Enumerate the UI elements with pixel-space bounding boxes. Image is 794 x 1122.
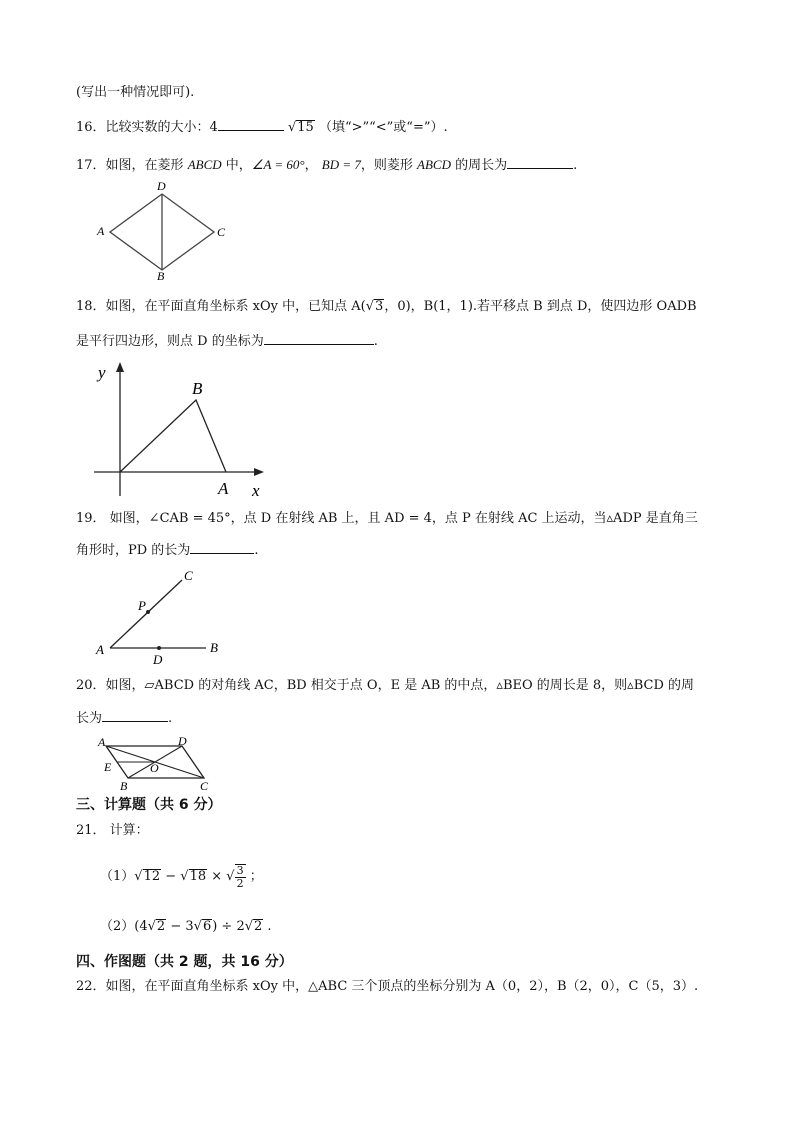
q20-label-c: C bbox=[200, 779, 209, 792]
q18-label-y: y bbox=[98, 363, 106, 382]
q16-blank[interactable] bbox=[218, 118, 284, 131]
q18-end: . bbox=[373, 334, 378, 349]
q20-label-b: B bbox=[120, 779, 128, 792]
q16-text: 16．比较实数的大小：4 bbox=[76, 120, 218, 135]
q19-label-c: C bbox=[184, 568, 193, 583]
q17-rhombus-figure bbox=[94, 180, 234, 280]
q20-end: . bbox=[168, 711, 173, 726]
question-18-line2 bbox=[76, 332, 378, 351]
q21-1-num: 3 bbox=[236, 863, 244, 877]
q15-tail: (写出一种情况即可). bbox=[76, 85, 195, 100]
q20-label-d: D bbox=[178, 734, 187, 748]
q21-1-fraction bbox=[235, 864, 246, 890]
q18-blank[interactable] bbox=[264, 332, 374, 345]
q21-2-label: （2） bbox=[100, 919, 135, 934]
q19-ray-figure bbox=[90, 563, 230, 668]
question-20-line2 bbox=[76, 709, 172, 728]
q17-label-a: A bbox=[97, 224, 105, 238]
question-16: 16．比较实数的大小：4 √15 （填“>”“<”或“=”）. bbox=[76, 120, 448, 135]
question-21: 21． 计算： bbox=[76, 823, 149, 838]
q21-2-expr2: ) ÷ 2 bbox=[212, 919, 245, 934]
section-4-title: 四、作图题（共 2 题，共 16 分） bbox=[76, 954, 293, 970]
q21-2-rad3: 2 bbox=[254, 919, 263, 934]
q19-label-a: A bbox=[96, 642, 104, 657]
q16-hint: （填“>”“<”或“=”）. bbox=[318, 120, 448, 135]
q18-label-x: x bbox=[252, 481, 260, 500]
q21-1-rad-a: 12 bbox=[143, 869, 161, 884]
q17-blank[interactable] bbox=[507, 156, 573, 169]
q17-name2: ABCD bbox=[417, 157, 451, 172]
q20-label-o: O bbox=[150, 761, 159, 775]
q19-end: . bbox=[254, 543, 259, 558]
q19-label-p: P bbox=[138, 598, 146, 613]
q19-text: 角形时，PD 的长为 bbox=[76, 543, 191, 558]
q20-blank[interactable] bbox=[102, 709, 168, 722]
q21-2-rad1: 2 bbox=[156, 919, 166, 934]
q21-2-end: . bbox=[263, 919, 272, 934]
q21-part-1: （1）√12 − √18 × √ $\frac{3}{2}$ ； bbox=[100, 863, 263, 890]
q17-end: . bbox=[573, 158, 578, 173]
q17-text-d: 的周长为 bbox=[455, 158, 508, 173]
q17-label-d: D bbox=[157, 180, 166, 193]
q21-2-rad2: 6 bbox=[202, 919, 212, 934]
q17-name1: ABCD bbox=[187, 157, 222, 172]
q21-1-label: （1） bbox=[100, 869, 135, 884]
q18-coordinate-figure bbox=[90, 358, 270, 503]
q17-label-c: C bbox=[217, 225, 226, 239]
q19-label-d: D bbox=[153, 652, 163, 667]
q17-text-b: 中， bbox=[225, 158, 252, 173]
q21-2-expr1: (4 bbox=[134, 919, 148, 934]
question-17: 17．如图，在菱形 ABCD 中，∠A = 60°， BD = 7，则菱形 ABCD 的周长为 . bbox=[76, 157, 578, 173]
q17-text-c: ，则菱形 bbox=[360, 158, 413, 173]
q21-part-2: （2）(4√2 − 3√6) ÷ 2√2 . bbox=[100, 919, 272, 934]
q17-text-a: 17．如图，在菱形 bbox=[76, 158, 184, 173]
q18-radicand: 3 bbox=[375, 299, 384, 314]
q21-1-den: 2 bbox=[236, 876, 244, 890]
q20-text: 长为 bbox=[76, 711, 103, 726]
q17-bd: BD = 7 bbox=[321, 157, 361, 172]
q19-label-b: B bbox=[210, 640, 218, 655]
question-19-line2 bbox=[76, 541, 258, 560]
question-18-line1: 18．如图，在平面直角坐标系 xOy 中，已知点 A(√3，0)，B(1，1).若平移点 B 到点 D，使四边形 OADB bbox=[76, 299, 697, 314]
q19-blank[interactable] bbox=[190, 541, 254, 554]
q18-label-b: B bbox=[192, 379, 203, 398]
section-3-title: 三、计算题（共 6 分） bbox=[76, 797, 222, 813]
q17-label-b: B bbox=[157, 269, 165, 280]
q20-label-e: E bbox=[104, 760, 112, 774]
q21-1-rad-b: 18 bbox=[189, 869, 207, 884]
question-22: 22．如图，在平面直角坐标系 xOy 中，△ABC 三个顶点的坐标分别为 A（0，2），B（2，0），C（5，3）. bbox=[76, 979, 699, 994]
question-20-line1: 20．如图，▱ABCD 的对角线 AC，BD 相交于点 O，E 是 AB 的中点，▵BEO 的周长是 8，则▵BCD 的周 bbox=[76, 678, 695, 693]
q18-label-a: A bbox=[218, 479, 229, 498]
q18-text-a: 18．如图，在平面直角坐标系 xOy 中，已知点 A( bbox=[76, 299, 366, 314]
q20-parallelogram-figure bbox=[94, 734, 224, 792]
q20-label-a: A bbox=[98, 735, 106, 749]
q17-angle: ∠A = 60° bbox=[251, 157, 305, 172]
q18-text-b: ，0)，B(1，1).若平移点 B 到点 D，使四边形 OADB bbox=[384, 299, 697, 314]
q16-radicand: 15 bbox=[297, 120, 314, 135]
q21-2-mid: − 3 bbox=[166, 919, 194, 934]
q21-1-end: ； bbox=[249, 869, 263, 884]
question-19-line1: 19． 如图，∠CAB = 45°，点 D 在射线 AB 上，且 AD = 4，点 P 在射线 AC 上运动，当▵ADP 是直角三 bbox=[76, 511, 698, 526]
q18-text-c: 是平行四边形，则点 D 的坐标为 bbox=[76, 334, 264, 349]
